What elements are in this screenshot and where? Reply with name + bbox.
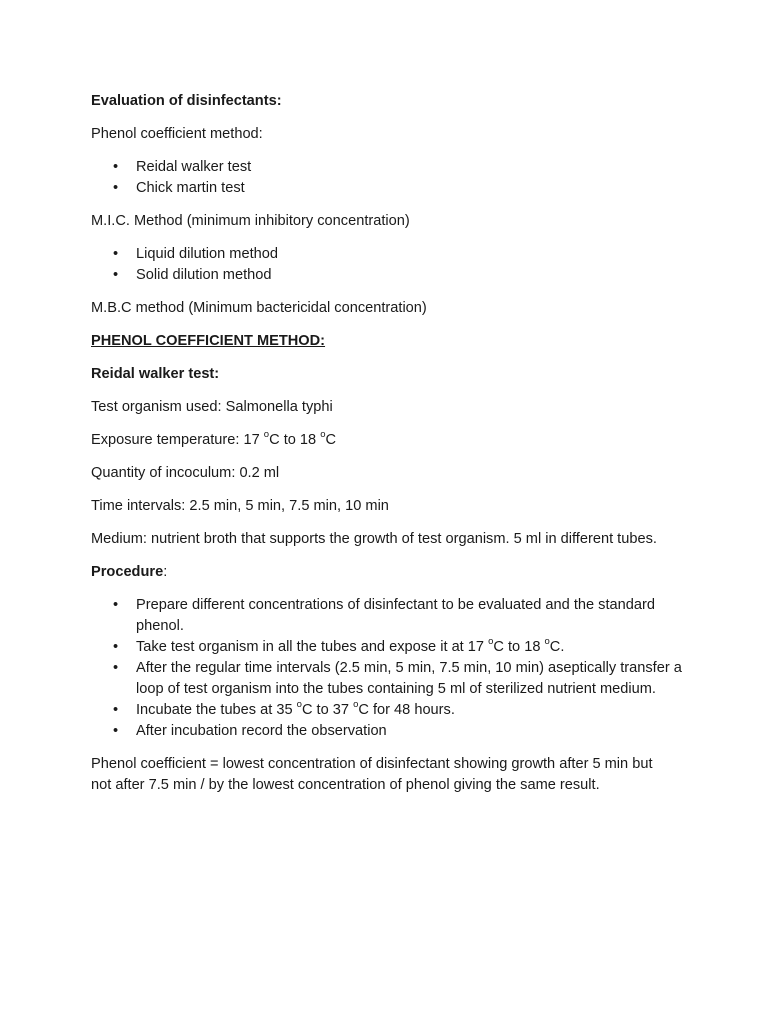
list-item: • Reidal walker test [91, 157, 691, 178]
degree-mark: o [263, 429, 270, 441]
inoculum-quantity: Quantity of incoculum: 0.2 ml [91, 465, 280, 481]
degree-mark: o [320, 429, 326, 441]
phenol-coefficient-formula: Phenol coefficient = lowest concentration of disinfectant showing growth after 5 min but not after 7.5 min / by the lowest concentration of phenol giving the same result. [91, 756, 653, 793]
section-heading: PHENOL COEFFICIENT METHOD: [91, 333, 326, 349]
exposure-temperature: Exposure temperature: 17 $^o$C to 18 $^o$C [91, 429, 337, 448]
phenol-methods-label: Phenol coefficient method: [91, 126, 263, 142]
phenol-methods-list [91, 157, 691, 199]
time-intervals: Time intervals: 2.5 min, 5 min, 7.5 min, 10 min [91, 498, 389, 514]
mbc-label: M.B.C method (Minimum bactericidal concentration) [91, 300, 427, 316]
test-organism: Test organism used: Salmonella typhi [91, 399, 333, 415]
mic-methods-list [91, 244, 691, 286]
degree-mark: o [544, 636, 550, 648]
page-heading: Evaluation of disinfectants: [91, 93, 282, 109]
procedure-list [91, 595, 691, 742]
list-item: • Liquid dilution method [91, 244, 691, 265]
procedure-step: • Take test organism in all the tubes and expose it at 17 $^o$C to 18 $^o$C. [91, 637, 691, 658]
mic-label: M.I.C. Method (minimum inhibitory concentration) [91, 213, 410, 229]
document-page [91, 91, 691, 808]
list-item: • Chick martin test [91, 178, 691, 199]
subsection-heading: Reidal walker test: [91, 366, 220, 382]
medium-description: Medium: nutrient broth that supports the growth of test organism. 5 ml in different tubes. [91, 531, 657, 547]
procedure-step: • Incubate the tubes at 35 $^o$C to 37 $^o$C for 48 hours. [91, 700, 691, 721]
degree-mark: o [488, 636, 494, 648]
procedure-label: Procedure: [91, 564, 168, 580]
procedure-step: • Prepare different concentrations of disinfectant to be evaluated and the standard phenol. [91, 595, 691, 637]
list-item: • Solid dilution method [91, 265, 691, 286]
procedure-step: • After incubation record the observation [91, 721, 691, 742]
procedure-step: • After the regular time intervals (2.5 min, 5 min, 7.5 min, 10 min) aseptically transfer a loop of test organism into the tubes containing 5 ml of sterilized nutrient medium. [91, 658, 691, 700]
degree-mark: o [353, 699, 359, 711]
degree-mark: o [296, 699, 302, 711]
